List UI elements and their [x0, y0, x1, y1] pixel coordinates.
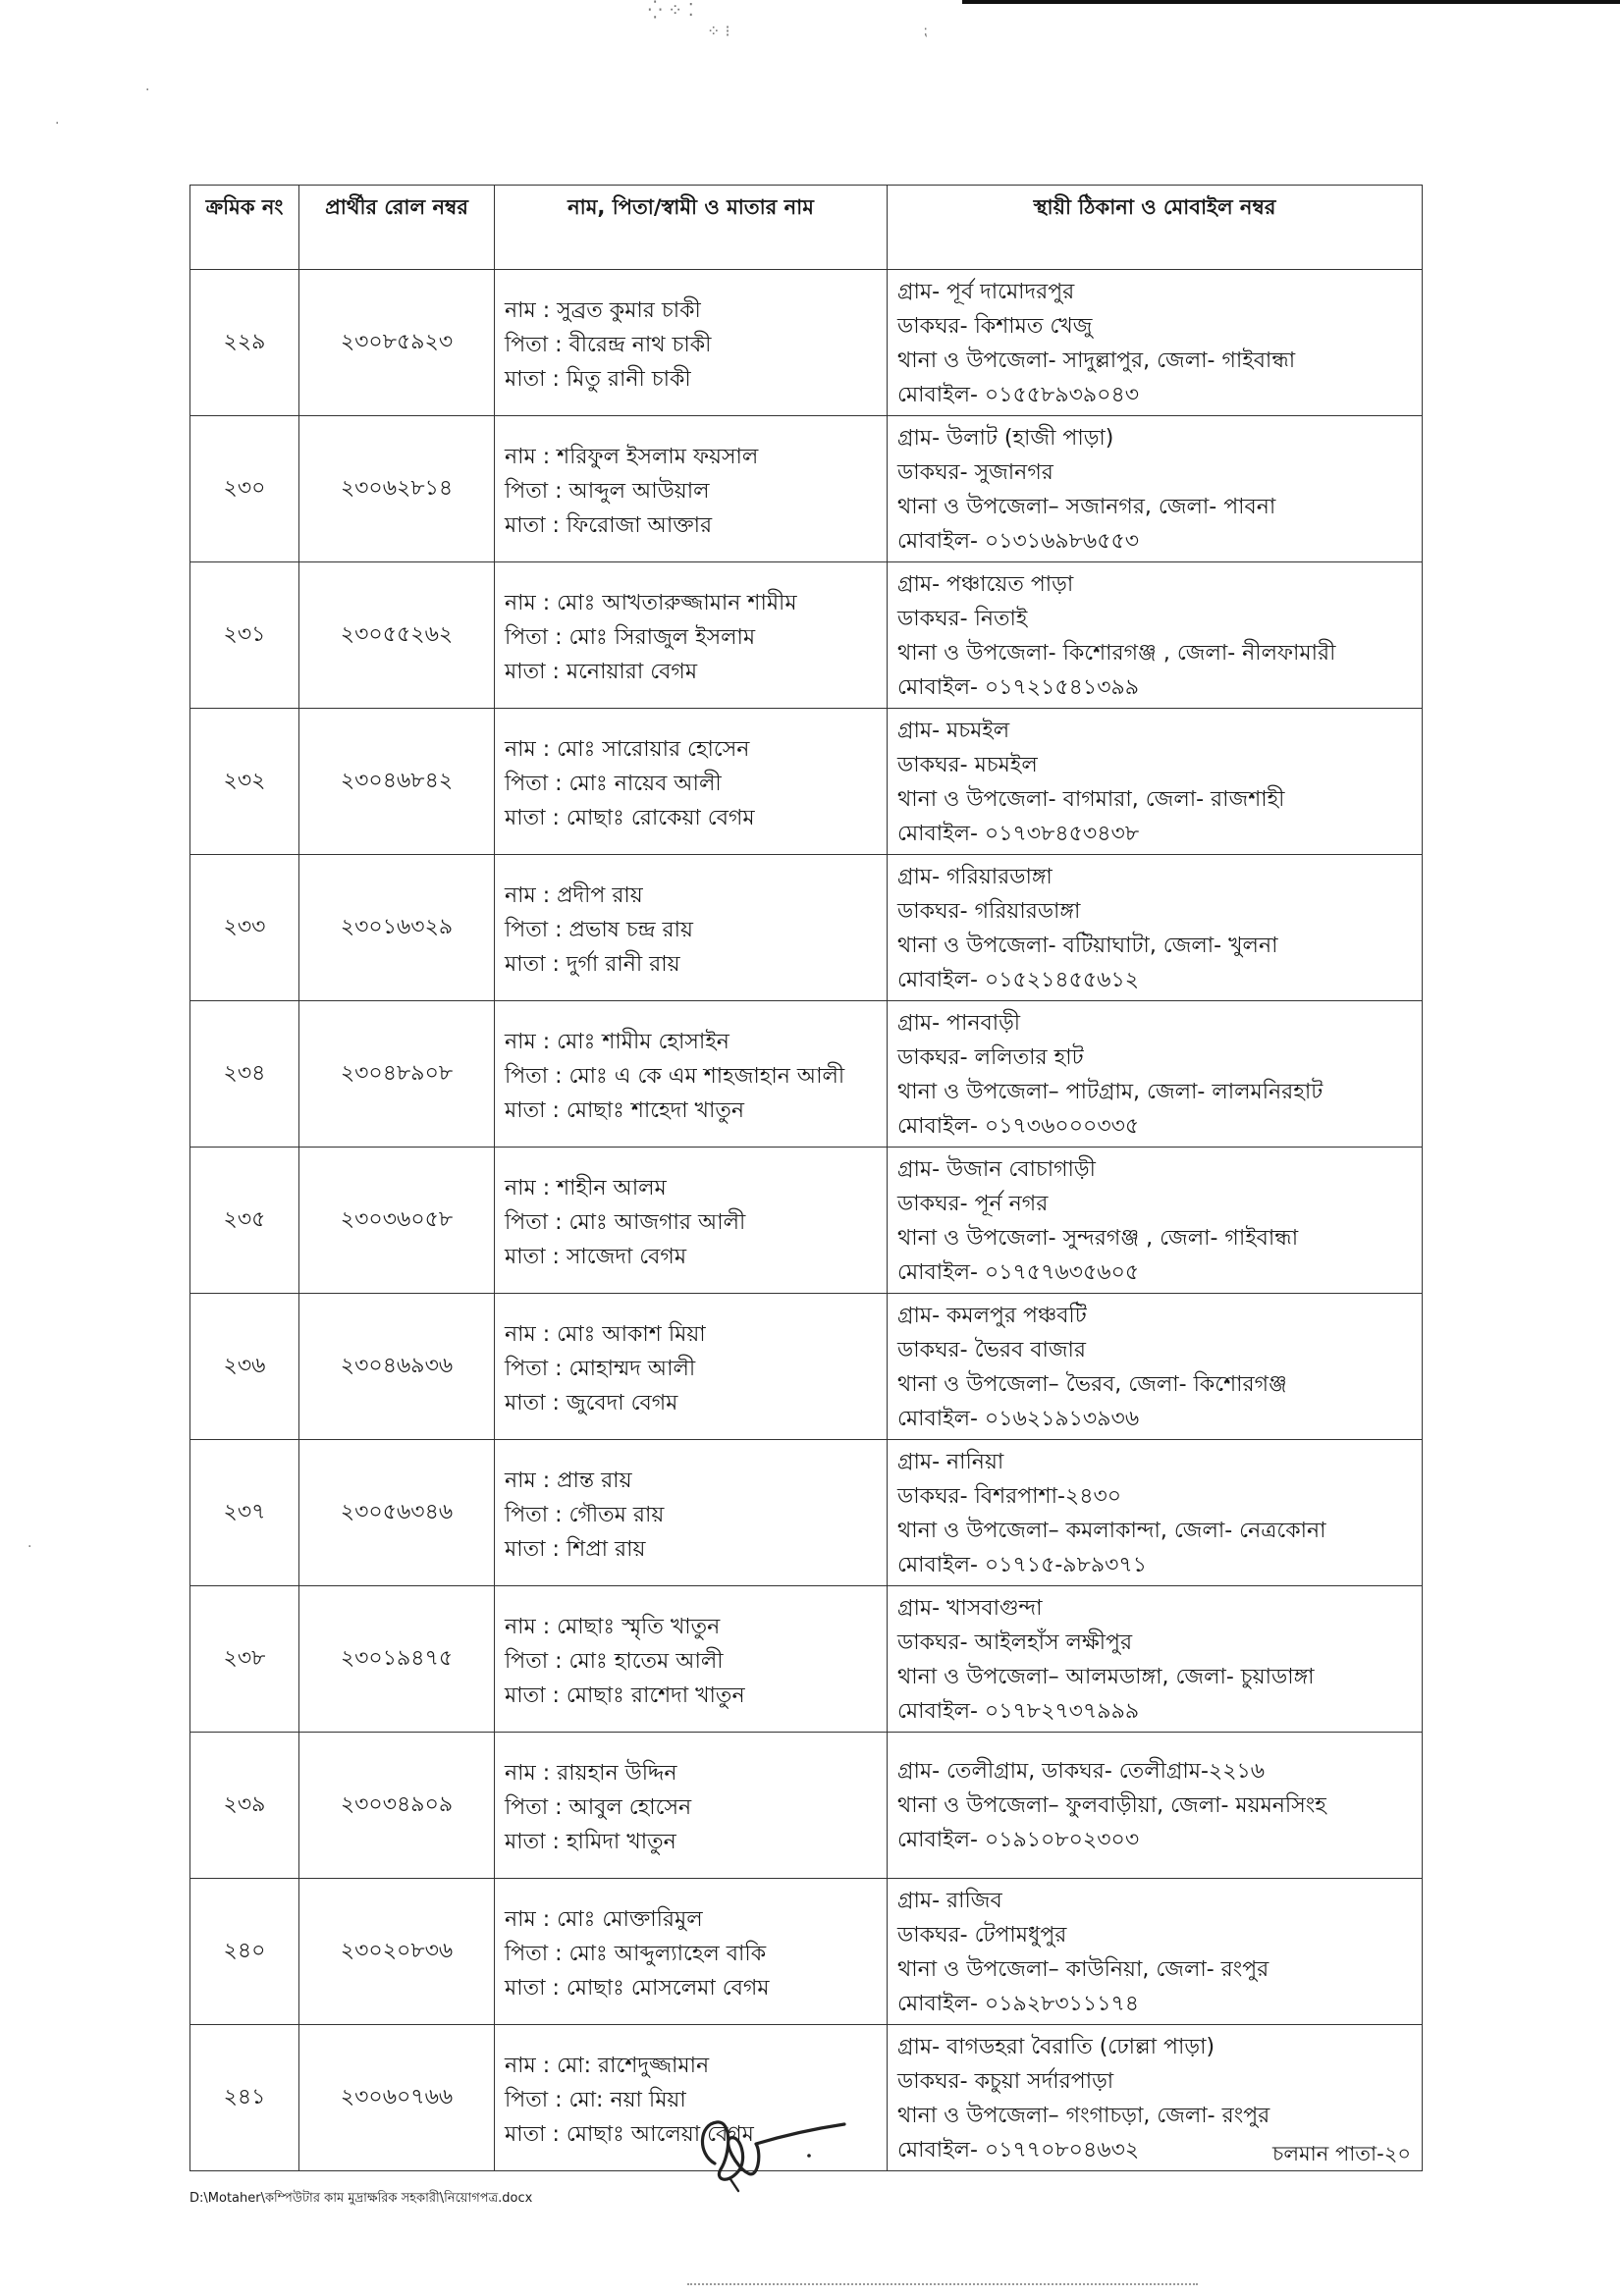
names-cell: [495, 709, 888, 855]
names-cell: [495, 1586, 888, 1733]
candidate-name: নাম : রায়হান উদ্দিন: [505, 1761, 677, 1786]
post-office: ডাকঘর- গরিয়ারডাঙ্গা: [897, 898, 1081, 924]
father-name: পিতা : মোঃ আজগার আলী: [505, 1210, 746, 1235]
serial-cell: ২৩৫: [190, 1148, 299, 1294]
table-row: [190, 1148, 1423, 1294]
header-address: স্থায়ী ঠিকানা ও মোবাইল নম্বর: [888, 186, 1423, 270]
thana-district: থানা ও উপজেলা- বটিয়াঘাটা, জেলা- খুলনা: [897, 933, 1278, 958]
scan-artifact-line: [962, 0, 1620, 4]
serial-cell: ২৪০: [190, 1879, 299, 2025]
thana-district: থানা ও উপজেলা– গংগাচড়া, জেলা- রংপুর: [897, 2103, 1270, 2128]
table-row: [190, 1294, 1423, 1440]
post-office: ডাকঘর- নিতাই: [897, 606, 1028, 631]
scan-noise: ⁏: [923, 24, 928, 39]
roll-cell: ২৩০৪৬৯৩৬: [299, 1294, 495, 1440]
village: গ্রাম- মচমইল: [897, 718, 1010, 743]
roll-cell: ২৩০৪৬৮৪২: [299, 709, 495, 855]
mother-name: মাতা : মোছাঃ রাশেদা খাতুন: [505, 1683, 745, 1708]
thana-district: থানা ও উপজেলা- সাদুল্লাপুর, জেলা- গাইবান্ধা: [897, 347, 1296, 373]
roll-cell: ২৩০৫৬৩৪৬: [299, 1440, 495, 1586]
table-row: [190, 270, 1423, 416]
scan-noise: ⁛ ⁘ ⁚: [648, 0, 694, 21]
father-name: পিতা : মোঃ নায়েব আলী: [505, 772, 722, 796]
serial-cell: ২৩৭: [190, 1440, 299, 1586]
names-cell: [495, 416, 888, 562]
candidate-name: নাম : মোঃ সারোয়ার হোসেন: [505, 737, 750, 762]
mobile-number: মোবাইল- ০১৭৩৬০০০৩৩৫: [897, 1113, 1140, 1139]
mobile-number: মোবাইল- ০১৯১০৮০২৩০৩: [897, 1828, 1140, 1852]
table-row: [190, 416, 1423, 562]
table-row: [190, 855, 1423, 1001]
father-name: পিতা : প্রভাষ চন্দ্র রায়: [505, 918, 693, 942]
scan-noise: ·: [145, 82, 150, 98]
mother-name: মাতা : মোছাঃ মোসলেমা বেগম: [505, 1976, 770, 2001]
mother-name: মাতা : মোছাঃ শাহেদা খাতুন: [505, 1098, 745, 1123]
post-office: ডাকঘর- কিশামত খেজু: [897, 313, 1093, 339]
village: গ্রাম- কমলপুর পঞ্চবটি: [897, 1303, 1087, 1328]
address-cell: [888, 1148, 1423, 1294]
address-cell: [888, 270, 1423, 416]
candidate-name: নাম : মোঃ মোক্তারিমুল: [505, 1907, 703, 1932]
thana-district: থানা ও উপজেলা– ভৈরব, জেলা- কিশোরগঞ্জ: [897, 1371, 1287, 1397]
mother-name: মাতা : মোছাঃ আলেয়া বেগম: [505, 2122, 754, 2147]
address-cell: [888, 709, 1423, 855]
file-path: D:\Motaher\কম্পিউটার কাম মুদ্রাক্ষরিক সহকারী\নিয়োগপত্র.docx: [189, 2191, 533, 2206]
mobile-number: মোবাইল- ০১৭৫৭৬৩৫৬০৫: [897, 1259, 1140, 1285]
scan-noise: ⁘ ⁝: [707, 22, 730, 40]
roll-cell: ২৩০২০৮৩৬: [299, 1879, 495, 2025]
mobile-number: মোবাইল- ০১৯২৮৩১১১৭৪: [897, 1991, 1140, 2016]
candidate-name: নাম : মোছাঃ স্মৃতি খাতুন: [505, 1615, 721, 1639]
candidate-name: নাম : প্রান্ত রায়: [505, 1468, 632, 1493]
post-office: ডাকঘর- সুজানগর: [897, 459, 1053, 485]
father-name: পিতা : মোঃ সিরাজুল ইসলাম: [505, 625, 756, 650]
roll-cell: ২৩০১৯৪৭৫: [299, 1586, 495, 1733]
post-office: ডাকঘর- বিশরপাশা-২৪৩০: [897, 1483, 1122, 1509]
serial-cell: ২৩১: [190, 562, 299, 709]
village: গ্রাম- বাগডহরা বৈরাতি (ঢোল্লা পাড়া): [897, 2034, 1215, 2059]
post-office: ডাকঘর- কচুয়া সর্দারপাড়া: [897, 2068, 1114, 2094]
thana-district: থানা ও উপজেলা– সজানগর, জেলা- পাবনা: [897, 494, 1276, 519]
mother-name: মাতা : মোছাঃ রোকেয়া বেগম: [505, 806, 755, 830]
names-cell: [495, 1879, 888, 2025]
table-row: [190, 1440, 1423, 1586]
mobile-number: মোবাইল- ০১৭৭০৮০৪৬৩২: [897, 2137, 1140, 2163]
thana-district: থানা ও উপজেলা– কমলাকান্দা, জেলা- নেত্রকোনা: [897, 1518, 1326, 1543]
village: গ্রাম- রাজিব: [897, 1888, 1002, 1913]
names-cell: [495, 855, 888, 1001]
mobile-number: মোবাইল- ০১৫৫৮৯৩৯০৪৩: [897, 382, 1140, 407]
table-header-row: [190, 186, 1423, 270]
header-names: নাম, পিতা/স্বামী ও মাতার নাম: [495, 186, 888, 270]
mother-name: মাতা : ফিরোজা আক্তার: [505, 513, 713, 538]
names-cell: [495, 270, 888, 416]
table-row: [190, 709, 1423, 855]
names-cell: [495, 1001, 888, 1148]
mother-name: মাতা : দুর্গা রানী রায়: [505, 952, 680, 977]
roll-cell: ২৩০১৬৩২৯: [299, 855, 495, 1001]
mother-name: মাতা : শিপ্রা রায়: [505, 1537, 646, 1562]
village: গ্রাম- গরিয়ারডাঙ্গা: [897, 864, 1053, 889]
table-row: [190, 562, 1423, 709]
mother-name: মাতা : হামিদা খাতুন: [505, 1830, 676, 1854]
table-row: [190, 1733, 1423, 1879]
candidate-table: [189, 185, 1423, 2171]
serial-cell: ২৪১: [190, 2025, 299, 2171]
thana-district: থানা ও উপজেলা– কাউনিয়া, জেলা- রংপুর: [897, 1956, 1269, 1982]
scan-noise: ·: [55, 116, 60, 132]
address-cell: [888, 1001, 1423, 1148]
address-cell: [888, 562, 1423, 709]
names-cell: [495, 1294, 888, 1440]
address-cell: [888, 1586, 1423, 1733]
serial-cell: ২৩৯: [190, 1733, 299, 1879]
scan-artifact-line: [687, 2283, 1198, 2287]
village: গ্রাম- পূর্ব দামোদরপুর: [897, 279, 1075, 304]
header-roll: প্রার্থীর রোল নম্বর: [299, 186, 495, 270]
address-cell: [888, 1733, 1423, 1879]
serial-cell: ২৩২: [190, 709, 299, 855]
candidate-name: নাম : শরিফুল ইসলাম ফয়সাল: [505, 445, 759, 469]
table-row: [190, 1879, 1423, 2025]
serial-cell: ২৩০: [190, 416, 299, 562]
roll-cell: ২৩০৩৬০৫৮: [299, 1148, 495, 1294]
thana-district: থানা ও উপজেলা- বাগমারা, জেলা- রাজশাহী: [897, 786, 1285, 812]
table-row: [190, 1001, 1423, 1148]
village: গ্রাম- তেলীগ্রাম, ডাকঘর- তেলীগ্রাম-২২১৬: [897, 1759, 1266, 1784]
names-cell: [495, 1148, 888, 1294]
candidate-name: নাম : মো: রাশেদুজ্জামান: [505, 2054, 710, 2078]
thana-district: থানা ও উপজেলা- কিশোরগঞ্জ , জেলা- নীলফামারী: [897, 640, 1336, 666]
mobile-number: মোবাইল- ০১৫২১৪৫৫৬১২: [897, 967, 1140, 992]
thana-district: থানা ও উপজেলা– আলমডাঙ্গা, জেলা- চুয়াডাঙ্গা: [897, 1664, 1315, 1689]
mother-name: মাতা : মনোয়ারা বেগম: [505, 660, 698, 684]
thana-district: থানা ও উপজেলা– ফুলবাড়ীয়া, জেলা- ময়মনসিংহ: [897, 1793, 1326, 1818]
village: গ্রাম- পানবাড়ী: [897, 1010, 1021, 1036]
roll-cell: ২৩০৬২৮১৪: [299, 416, 495, 562]
father-name: পিতা : মোঃ হাতেম আলী: [505, 1649, 724, 1674]
candidate-name: নাম : মোঃ আখতারুজ্জামান শামীম: [505, 591, 797, 615]
names-cell: [495, 1733, 888, 1879]
father-name: পিতা : মোহাম্মদ আলী: [505, 1357, 696, 1381]
father-name: পিতা : গৌতম রায়: [505, 1503, 665, 1527]
post-office: ডাকঘর- মচমইল: [897, 752, 1038, 777]
serial-cell: ২৩৩: [190, 855, 299, 1001]
serial-cell: ২৩৬: [190, 1294, 299, 1440]
father-name: পিতা : মো: নয়া মিয়া: [505, 2088, 686, 2112]
page-number: চলমান পাতা-২০: [1272, 2142, 1412, 2165]
mobile-number: মোবাইল- ০১৬২১৯১৩৯৩৬: [897, 1406, 1140, 1431]
roll-cell: ২৩০৪৮৯০৮: [299, 1001, 495, 1148]
header-serial: ক্রমিক নং: [190, 186, 299, 270]
father-name: পিতা : বীরেন্দ্র নাথ চাকী: [505, 333, 712, 357]
mobile-number: মোবাইল- ০১৩১৬৯৮৬৫৫৩: [897, 528, 1140, 554]
serial-cell: ২২৯: [190, 270, 299, 416]
serial-cell: ২৩৪: [190, 1001, 299, 1148]
village: গ্রাম- নানিয়া: [897, 1449, 1004, 1474]
roll-cell: ২৩০৬০৭৬৬: [299, 2025, 495, 2171]
village: গ্রাম- খাসবাগুন্দা: [897, 1595, 1043, 1621]
names-cell: [495, 1440, 888, 1586]
village: গ্রাম- পঞ্চায়েত পাড়া: [897, 571, 1074, 597]
mobile-number: মোবাইল- ০১৭৮২৭৩৭৯৯৯: [897, 1698, 1140, 1724]
post-office: ডাকঘর- টেপামধুপুর: [897, 1922, 1067, 1948]
mother-name: মাতা : জুবেদা বেগম: [505, 1391, 678, 1415]
candidate-name: নাম : সুব্রত কুমার চাকী: [505, 298, 701, 323]
mother-name: মাতা : মিতু রানী চাকী: [505, 367, 691, 392]
thana-district: থানা ও উপজেলা– পাটগ্রাম, জেলা- লালমনিরহাট: [897, 1079, 1323, 1104]
address-cell: [888, 1879, 1423, 2025]
post-office: ডাকঘর- ভৈরব বাজার: [897, 1337, 1087, 1362]
roll-cell: ২৩০৫৫২৬২: [299, 562, 495, 709]
candidate-name: নাম : প্রদীপ রায়: [505, 883, 643, 908]
address-cell: [888, 855, 1423, 1001]
mobile-number: মোবাইল- ০১৭২১৫৪১৩৯৯: [897, 674, 1140, 700]
candidate-name: নাম : মোঃ শামীম হোসাইন: [505, 1030, 729, 1054]
candidate-name: নাম : শাহীন আলম: [505, 1176, 667, 1201]
signature: [687, 2095, 854, 2197]
roll-cell: ২৩০৮৫৯২৩: [299, 270, 495, 416]
village: গ্রাম- উজান বোচাগাড়ী: [897, 1156, 1096, 1182]
thana-district: থানা ও উপজেলা- সুন্দরগঞ্জ , জেলা- গাইবান্ধা: [897, 1225, 1299, 1251]
address-cell: [888, 1294, 1423, 1440]
mobile-number: মোবাইল- ০১৭৩৮৪৫৩৪৩৮: [897, 821, 1140, 846]
address-cell: [888, 1440, 1423, 1586]
serial-cell: ২৩৮: [190, 1586, 299, 1733]
table-row: [190, 1586, 1423, 1733]
post-office: ডাকঘর- আইলহাঁস লক্ষীপুর: [897, 1629, 1133, 1655]
father-name: পিতা : আব্দুল আউয়াল: [505, 479, 710, 504]
names-cell: [495, 562, 888, 709]
scan-noise: ·: [27, 1539, 32, 1555]
post-office: ডাকঘর- ললিতার হাট: [897, 1044, 1084, 1070]
father-name: পিতা : আবুল হোসেন: [505, 1795, 692, 1820]
candidate-name: নাম : মোঃ আকাশ মিয়া: [505, 1322, 706, 1347]
father-name: পিতা : মোঃ আব্দুল্যাহেল বাকি: [505, 1942, 767, 1966]
father-name: পিতা : মোঃ এ কে এম শাহজাহান আলী: [505, 1064, 845, 1089]
mother-name: মাতা : সাজেদা বেগম: [505, 1245, 687, 1269]
address-cell: [888, 416, 1423, 562]
roll-cell: ২৩০৩৪৯০৯: [299, 1733, 495, 1879]
post-office: ডাকঘর- পূর্ন নগর: [897, 1191, 1049, 1216]
village: গ্রাম- উলাট (হাজী পাড়া): [897, 425, 1114, 451]
mobile-number: মোবাইল- ০১৭১৫-৯৮৯৩৭১: [897, 1552, 1147, 1577]
